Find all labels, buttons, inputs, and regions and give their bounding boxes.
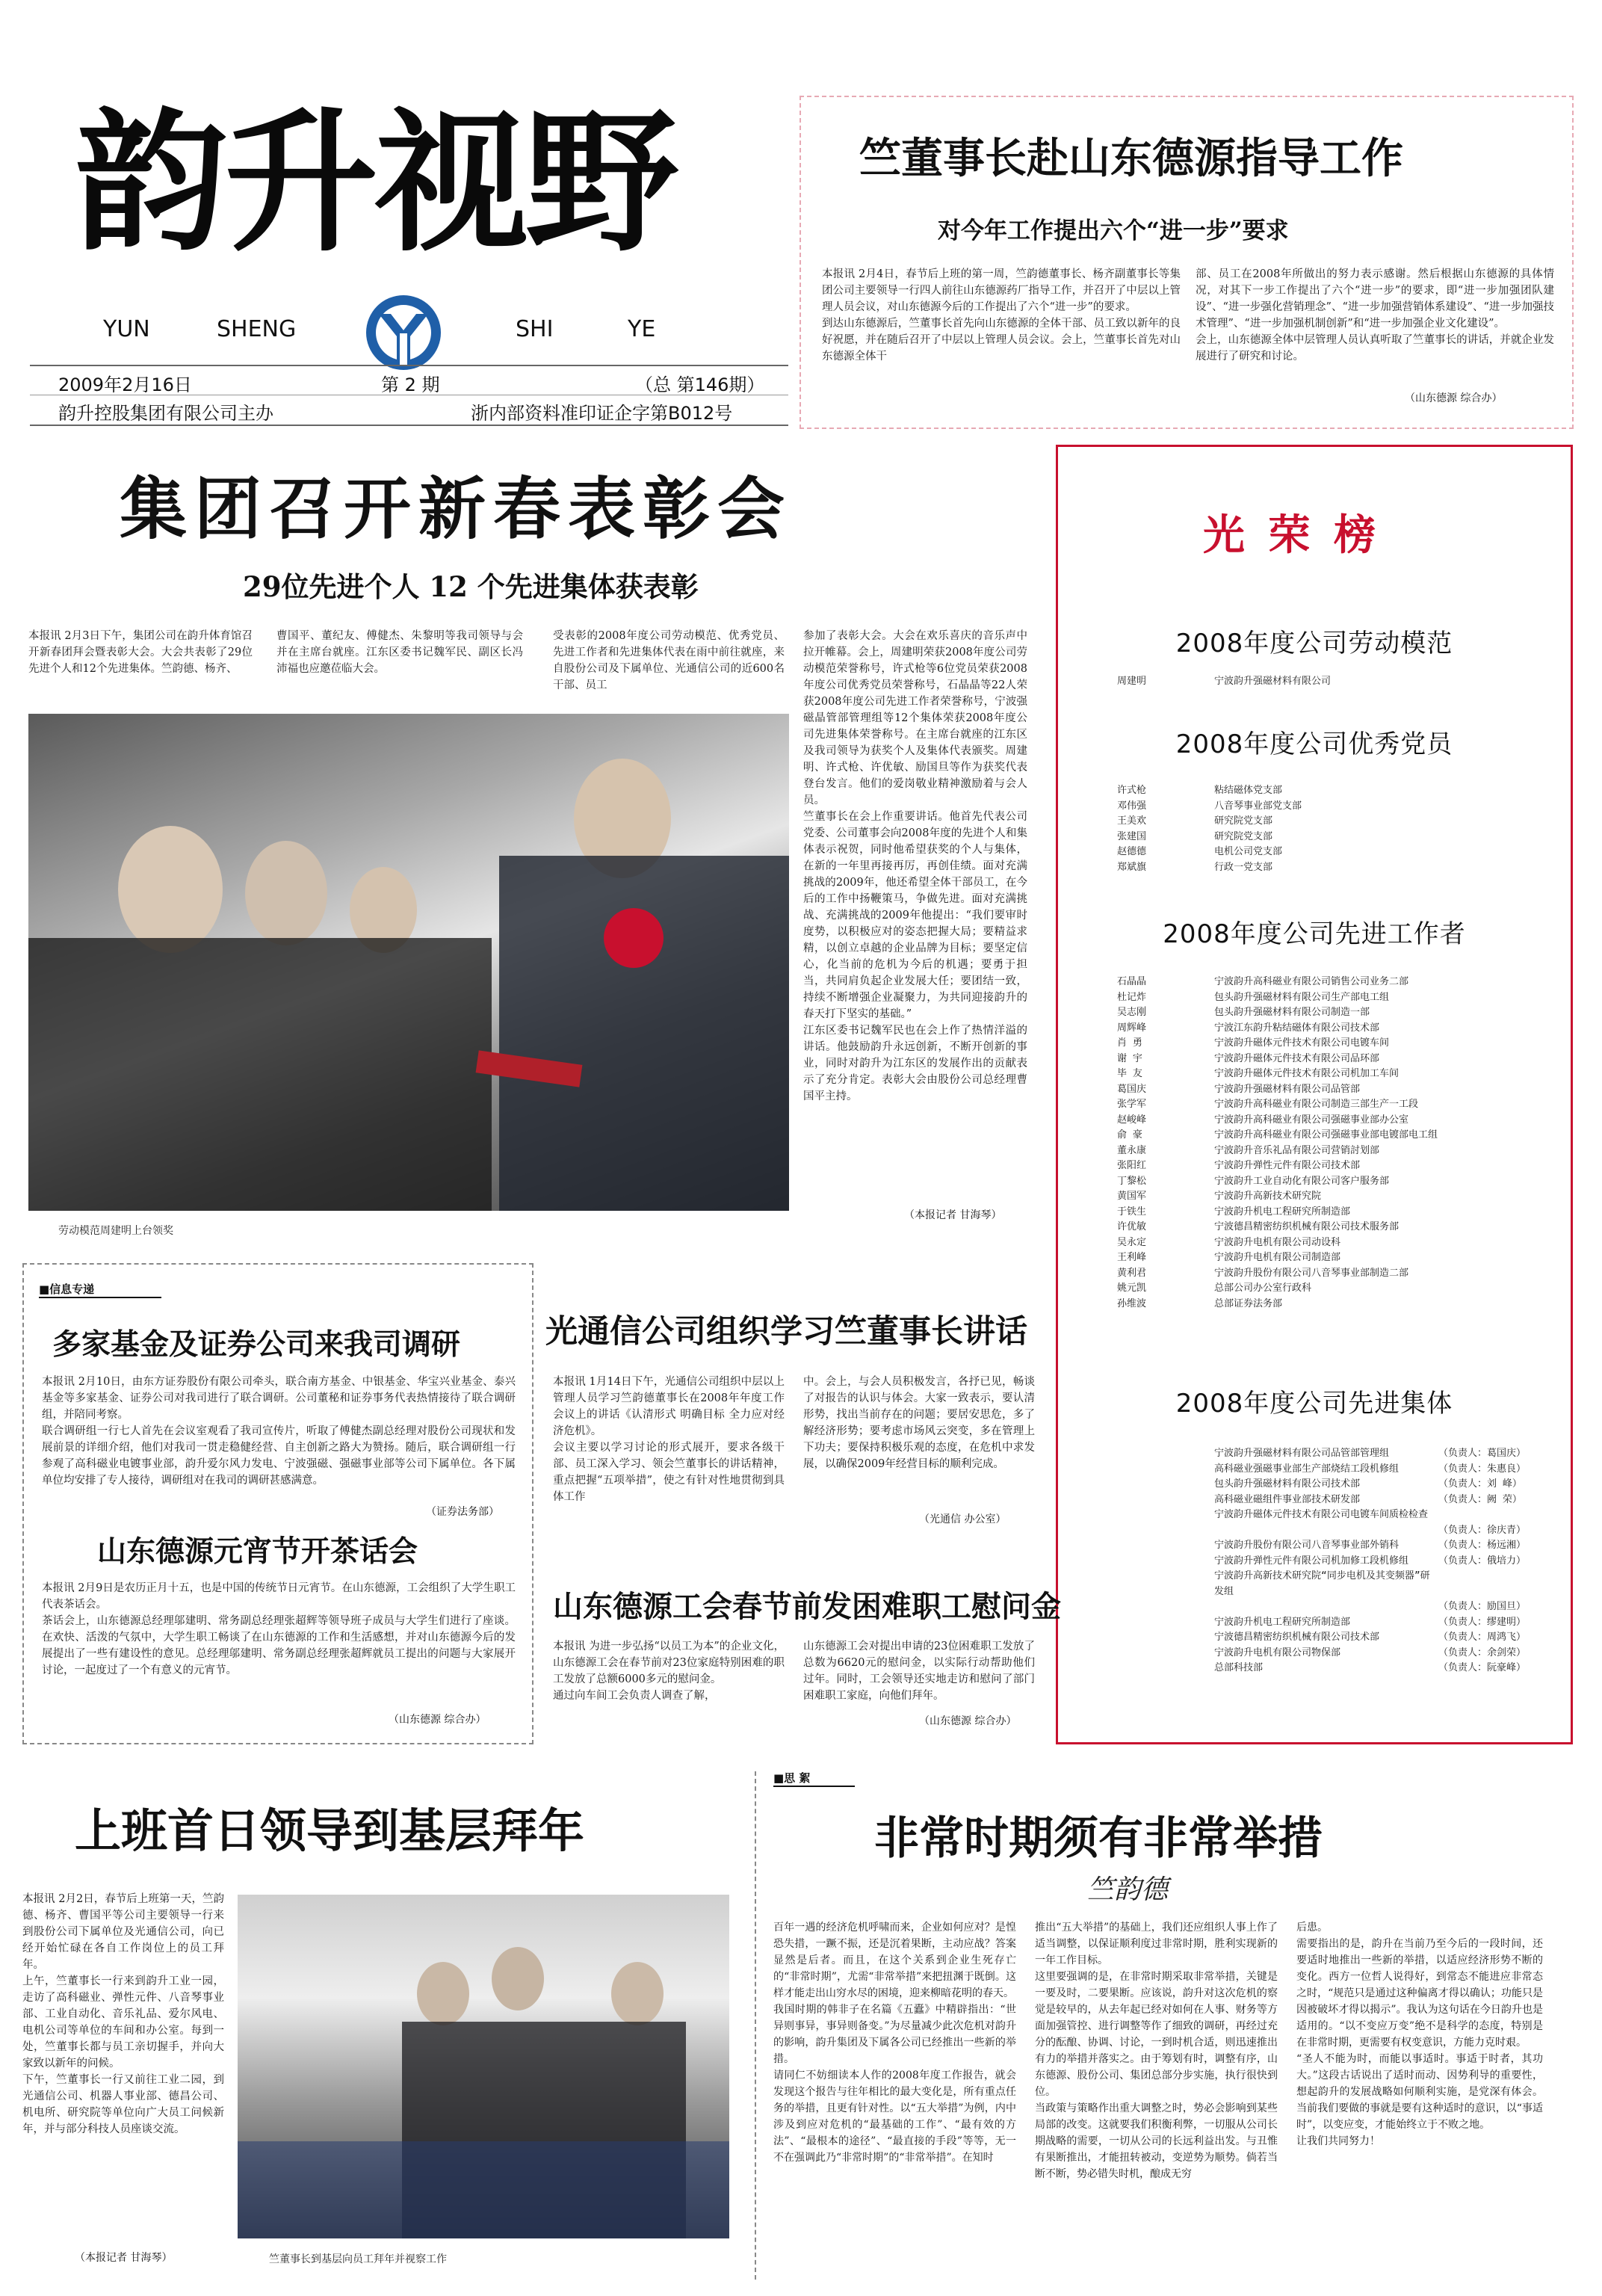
- masthead-info-bar: [30, 365, 788, 426]
- honor-unit: 宁波韵升高科磁业有限公司销售公司业务二部: [1214, 976, 1409, 987]
- honor-unit: 包头韵升强磁材料有限公司技术部: [1214, 1478, 1361, 1490]
- honor-name: [1117, 1477, 1214, 1493]
- honor-name: [1117, 1523, 1214, 1539]
- honor-name: [1117, 1615, 1214, 1631]
- honor-unit: 宁波韵升磁体元件技术有限公司品环部: [1214, 1052, 1380, 1064]
- honor-name: [1117, 1462, 1214, 1478]
- honor-row: [1117, 1005, 1550, 1021]
- honor-unit: 宁波韵升磁体元件技术有限公司机加工车间: [1214, 1068, 1400, 1079]
- honor-resp: [1438, 845, 1550, 860]
- main-story-col4: 参加了表彰大会。大会在欢乐喜庆的音乐声中拉开帷幕。会上，周建明荣获2008年度公司劳动模范荣誉称号，许式枪等6位党员荣获2008年度公司优秀党员荣誉称号，石晶晶等22人荣获2008年度公司先进工作者荣誉称号，宁波强磁晶管部管理组等12个集体荣获2008年度公司先进集体荣誉称号。在主席台就座的江东区及我司领导为获奖个人及集体代表颁奖。周建明、许式枪、许优敏、励国旦等作为获奖代表登台发言。他们的爱岗敬业精神激励着与会人员。 竺董事长在会上作重要讲话。他首先代表公司党委、公司董事会向2008年度的先进个人和集体表示祝贺，同时他希望获奖的个人与集体，在新的一年里再接再厉，再创佳绩。面对充满挑战的2009年，他还希望全体干部员工，在今后的工作中扬鞭策马，争做先进。面对充满挑战、充满挑战的2009年他提出：“我们要审时度势，以积极应对的姿态把握大局；要精益求精，以创立卓越的企业品牌为目标；要坚定信心，化当前的危机为今后的机遇；要勇于担当，共同肩负起企业发展大任；要团结一致，持续不断增强企业凝聚力，为共同迎接韵升的春天打下坚实的基础。” 江东区委书记魏军民也在会上作了热情洋溢的讲话。他鼓励韵升永远创新，不断开创新的事业，同时对韵升为江东区的发展作出的贡献表示了充分肯定。表彰大会由股份公司总经理曹国平主持。: [803, 630, 1027, 1102]
- honor-cat-advanced-collective: 2008年度公司先进集体: [1175, 1389, 1453, 1419]
- honor-name: 杜记炸: [1117, 991, 1147, 1003]
- honor-name: 黄国军: [1117, 1191, 1147, 1202]
- honor-resp: [1438, 1205, 1550, 1220]
- honor-unit: 宁波韵升弹性元件有限公司机加修工段机修组: [1214, 1555, 1409, 1567]
- honor-name: 丁黎松: [1117, 1175, 1147, 1187]
- info-story1-body: 本报讯 2月10日，由东方证券股份有限公司牵头，联合南方基金、中银基金、华宝兴业基金、泰兴基金等多家基金、证券公司对我司进行了联合调研。公司董秘和证券事务代表热情接待了联合调研组，并陪同考察。 联合调研组一行七人首先在会议室观看了我司宣传片，听取了傅健杰副总经理对股份公司现状和发展前景的详细介绍，他们对我司一贯走稳健经营、自主创新之路大为赞扬。随后，联合调研组一行参观了高科磁业电镀事业部，韵升爱尔风力发电、宁波强磁、强磁事业部等公司下属单位。各下属单位均安排了专人接待，调研组对在我司的调研甚感满意。: [42, 1376, 516, 1487]
- honor-name: 许式枪: [1117, 785, 1147, 796]
- honor-row: [1117, 1523, 1550, 1539]
- honor-row: [1117, 975, 1550, 990]
- honor-name: 张学军: [1117, 1099, 1147, 1110]
- honor-unit: 宁波韵升机电工程研究所制造部: [1214, 1616, 1351, 1628]
- honor-list-advanced-collective: [1117, 1446, 1550, 1676]
- top-story-byline: （山东德源 综合办）: [1405, 392, 1503, 404]
- honor-resp: [1438, 1128, 1550, 1144]
- honor-name: 葛国庆: [1117, 1083, 1147, 1095]
- honor-unit: 宁波韵升股份有限公司八音琴事业部外销科: [1214, 1540, 1400, 1551]
- honor-unit: 宁波韵升股份有限公司八音琴事业部制造二部: [1214, 1267, 1409, 1279]
- issue-number: 第 2 期: [381, 374, 440, 395]
- honor-resp: [1438, 1082, 1550, 1098]
- honor-resp: [1438, 1569, 1550, 1599]
- honor-unit: 宁波韵升高科磁业有限公司制造三部生产一工段: [1214, 1099, 1419, 1110]
- essay-col2: 推出“五大举措”的基础上，我们还应组织人事上作了适当调整，以保证顺利度过非常时期，胜利实现新的一年工作目标。 这里要强调的是，在非常时期采取非常举措，关键是一要及时，二要果断。应该说，韵升对这次危机的察觉是较早的，从去年起已经对如何在人事、财务等方面加强管控、进行调整等作了细致的调研，再经过充分的酝酿、协调、讨论，一到时机合适，则迅速推出有力的举措并落实之。由于筹划有时，调整有序，山东德源、股份公司、集团总部分步实施，执行很快到位。 当政策与策略作出重大调整之时，势必会影响到某些局部的改变。这就要我们积衡利弊，一切服从公司长期战略的需要，一切从公司的长远利益出发。与丑惟有果断推出，才能扭转被动，变逆势为顺势。倘若当断不断，势必错失时机，酿成无穷: [1035, 1922, 1278, 2180]
- essay-title: 非常时期须有非常举措: [874, 1812, 1323, 1865]
- honor-unit: 电机公司党支部: [1214, 846, 1283, 857]
- honor-row: [1117, 1113, 1550, 1129]
- honor-resp: [1438, 830, 1550, 845]
- optical-story-title: 光通信公司组织学习竺董事长讲话: [545, 1313, 1027, 1351]
- honor-name: 于铁生: [1117, 1206, 1147, 1218]
- honor-row: [1117, 1630, 1550, 1646]
- honor-resp: [1438, 1097, 1550, 1113]
- honor-row: [1117, 1220, 1550, 1235]
- honor-resp: [1438, 1250, 1550, 1266]
- honor-row: [1117, 1097, 1550, 1113]
- honor-name: 张建国: [1117, 830, 1147, 842]
- honor-name: 石晶晶: [1117, 976, 1147, 987]
- honor-row: [1117, 990, 1550, 1006]
- honor-name: [1117, 1569, 1214, 1599]
- honor-row: [1117, 1158, 1550, 1174]
- top-story-subtitle: 对今年工作提出六个“进一步”要求: [938, 217, 1289, 244]
- honor-row: [1117, 1297, 1550, 1312]
- info-story1-byline: （证券法务部）: [426, 1506, 499, 1518]
- honor-resp: [1438, 1158, 1550, 1174]
- honor-row: [1117, 1281, 1550, 1297]
- honor-resp: [1438, 975, 1550, 990]
- honor-unit: 行政一党支部: [1214, 861, 1273, 873]
- honor-row: [1117, 1128, 1550, 1144]
- main-story-col3: 受表彰的2008年度公司劳动模范、优秀党员、先进工作者和先进集体代表在雨中前往就座，来自股份公司及下属单位、光通信公司的近600名干部、员工: [553, 630, 785, 691]
- honor-resp: （负责人：缪建明）: [1438, 1616, 1527, 1628]
- honor-row: [1117, 1067, 1550, 1082]
- honor-resp: （负责人：阙 荣）: [1438, 1493, 1522, 1505]
- honor-resp: [1438, 1144, 1550, 1159]
- honor-name: 赵峻峰: [1117, 1114, 1147, 1126]
- honor-unit: [1214, 1599, 1438, 1615]
- honor-name: 王美欢: [1117, 815, 1147, 827]
- main-story-col2: 曹国平、董纪友、傅健杰、朱黎明等我司领导与会并在主席台就座。江东区委书记魏军民、副区长冯沛福也应邀莅临大会。: [276, 630, 523, 675]
- honor-unit: [1214, 1523, 1438, 1539]
- honor-name: [1117, 1538, 1214, 1554]
- honor-name: 俞 豪: [1117, 1129, 1142, 1141]
- honor-list-labor-model: [1117, 674, 1550, 690]
- union-story-col2: 山东德源工会对提出申请的23位困难职工发放了总数为6620元的慰问金，以实际行动帮助他们过年。同时，工会领导还实地走访和慰问了部门困难职工家庭，向他们拜年。: [803, 1641, 1035, 1702]
- honor-resp: （负责人：刘 峰）: [1438, 1478, 1522, 1490]
- masthead-pinyin-sheng: SHENG: [217, 316, 297, 342]
- honor-resp: [1438, 1021, 1550, 1037]
- honor-name: 郑斌旗: [1117, 861, 1147, 873]
- honor-unit: 研究院党支部: [1214, 815, 1273, 827]
- award-ceremony-photo: [28, 714, 789, 1211]
- union-story-title: 山东德源工会春节前发困难职工慰问金: [553, 1590, 1061, 1624]
- honor-unit: 宁波韵升电机有限公司动设科: [1214, 1236, 1341, 1248]
- essay-author-signature: 竺韵德: [1087, 1874, 1169, 1905]
- honor-unit: 总部证券法务部: [1214, 1297, 1283, 1309]
- honor-row: [1117, 799, 1550, 815]
- honor-resp: [1438, 1297, 1550, 1312]
- honor-unit: 高科磁业磁组件事业部技术研发部: [1214, 1493, 1361, 1505]
- honor-list-party-member: [1117, 783, 1550, 875]
- honor-unit: 粘结磁体党支部: [1214, 785, 1283, 796]
- honor-row: [1117, 1599, 1550, 1615]
- honor-resp: [1438, 1005, 1550, 1021]
- honor-unit: 总部公司办公室行政科: [1214, 1283, 1312, 1294]
- honor-resp: [1438, 1113, 1550, 1129]
- honor-name: 姚元凯: [1117, 1283, 1147, 1294]
- honor-name: [1117, 1507, 1214, 1523]
- essay-col3: 后患。 需要指出的是，韵升在当前乃至今后的一段时间，还要适时地推出一些新的举措，以适应经济形势不断的变化。西方一位哲人说得好，到常态不能进应非常态之时，“规范只是通过这种偏离才得以确认；功能只是因被破坏才得以揭示”。我认为这句话在今日韵升也是适用的。“以不变应万变”绝不是科学的态度，特别是在非常时期，更需要有权变意识，方能力克时艰。 “圣人不能为时，而能以事适时。事适于时者，其功大。”这段古话说出了适时而动、因势利导的重要性，想起韵升的发展战略如何顺利实施，是党深有体会。当前我们要做的事就是要有这种适时的意识，以“事适时”，以变应变，才能始终立于不败之地。 让我们共同努力！: [1296, 1922, 1543, 2147]
- honor-name: [1117, 1446, 1214, 1462]
- honor-row: [1117, 814, 1550, 830]
- honor-resp: （负责人：徐庆青）: [1438, 1524, 1527, 1536]
- honor-unit: 宁波德昌精密纺织机械有限公司技术服务部: [1214, 1221, 1400, 1232]
- honor-cat-labor-model: 2008年度公司劳动模范: [1175, 629, 1453, 658]
- honor-row: [1117, 1615, 1550, 1631]
- visit-story-body: 本报讯 2月2日，春节后上班第一天，竺韵德、杨齐、曹国平等公司主要领导一行来到股份公司下属单位及光通信公司，向已经开始忙碌在各自工作岗位上的员工拜年。 上午，竺董事长一行来到韵升工业一园，走访了高科磁业、弹性元件、八音琴事业部、工业自动化、音乐礼品、爱尔风电、电机公司等单位的车间和办公室。每到一处，竺董事长都与员工亲切握手，并向大家致以新年的问候。 下午，竺董事长一行又前往工业二园，到光通信公司、机器人事业部、德昌公司、机电所、研究院等单位向广大员工问候新年，并与部分科技人员座谈交流。: [22, 1893, 224, 2135]
- honor-unit: 宁波德昌精密纺织机械有限公司技术部: [1214, 1632, 1380, 1643]
- honor-row: [1117, 1507, 1550, 1523]
- honor-resp: [1438, 1052, 1550, 1067]
- honor-row: [1117, 1538, 1550, 1554]
- honor-row: [1117, 674, 1550, 690]
- top-story-col2: 部、员工在2008年所做出的努力表示感谢。然后根据山东德源的具体情况，对其下一步工作提出了六个“进一步”的要求，即“进一步加强团队建设”、“进一步强化营销理念”、“进一步加强营销体系建设”、“进一步加强技术管理”、“进一步加强机制创新”和“进一步加强企业文化建设”。 会上，山东德源全体中层管理人员认真听取了竺董事长的讲话，并就企业发展进行了研究和讨论。: [1196, 268, 1554, 362]
- company-logo: [362, 291, 445, 374]
- honor-name: 张阳红: [1117, 1160, 1147, 1171]
- visit-story-byline: （本报记者 甘海琴）: [75, 2252, 173, 2264]
- main-story-subtitle: 29位先进个人 12 个先进集体获表彰: [243, 570, 699, 603]
- honor-row: [1117, 845, 1550, 860]
- honor-name: 许优敏: [1117, 1221, 1147, 1232]
- honor-name: 邓伟强: [1117, 800, 1147, 812]
- honor-row: [1117, 1082, 1550, 1098]
- honor-roll-title: 光 荣 榜: [1203, 511, 1380, 560]
- honor-resp: [1438, 1220, 1550, 1235]
- honor-name: 吴永定: [1117, 1236, 1147, 1248]
- honor-unit: 宁波韵升音乐礼品有限公司营销討划部: [1214, 1144, 1380, 1156]
- honor-row: [1117, 1493, 1550, 1508]
- honor-cat-advanced-worker: 2008年度公司先进工作者: [1163, 919, 1466, 949]
- honor-unit: 八音琴事业部党支部: [1214, 800, 1302, 812]
- honor-row: [1117, 1554, 1550, 1570]
- honor-unit: 宁波韵升磁体元件技术有限公司电镀车间质检检查: [1214, 1509, 1429, 1520]
- top-story-col1: 本报讯 2月4日，春节后上班的第一周，竺韵德董事长、杨齐副董事长等集团公司主要领导一行四人前往山东德源药厂指导工作，并召开了中层以上管理人员会议，对山东德源今后的工作提出了六个“进一步”的要求。 到达山东德源后，竺董事长首先向山东德源的全体干部、员工致以新年的良好祝愿，并在随后召开了中层以上管理人员会议。会上，竺董事长首先对山东德源全体干: [822, 268, 1181, 362]
- essay-ribbon: ■思 絮: [773, 1770, 855, 1787]
- honor-resp: [1438, 674, 1550, 690]
- honor-row: [1117, 1174, 1550, 1190]
- section-divider-vertical: [755, 1771, 756, 2280]
- honor-name: [1117, 1493, 1214, 1508]
- honor-name: [1117, 1554, 1214, 1570]
- honor-row: [1117, 1462, 1550, 1478]
- honor-name: 毕 友: [1117, 1068, 1142, 1079]
- visit-photo-caption: 竺董事长到基层向员工拜年并视察工作: [269, 2253, 447, 2265]
- honor-name: 肖 勇: [1117, 1037, 1142, 1049]
- honor-resp: （负责人：余剑荣）: [1438, 1647, 1527, 1658]
- publisher: 韵升控股集团有限公司主办: [58, 403, 273, 424]
- honor-row: [1117, 860, 1550, 876]
- honor-name: 吴志刚: [1117, 1007, 1147, 1018]
- honor-row: [1117, 1446, 1550, 1462]
- honor-unit: 宁波韵升弹性元件有限公司技术部: [1214, 1160, 1361, 1171]
- honor-name: 董永康: [1117, 1144, 1147, 1156]
- honor-unit: 宁波韵升电机有限公司物保部: [1214, 1647, 1341, 1658]
- honor-row: [1117, 1661, 1550, 1676]
- honor-unit: 宁波韵升磁体元件技术有限公司电镀车间: [1214, 1037, 1390, 1049]
- honor-name: 孙维波: [1117, 1297, 1147, 1309]
- honor-resp: [1438, 1036, 1550, 1052]
- honor-row: [1117, 1205, 1550, 1220]
- honor-row: [1117, 1477, 1550, 1493]
- info-story1-title: 多家基金及证券公司来我司调研: [52, 1328, 461, 1362]
- award-photo-caption: 劳动模范周建明上台领奖: [58, 1225, 173, 1237]
- honor-resp: [1438, 1174, 1550, 1190]
- honor-resp: （负责人：葛国庆）: [1438, 1448, 1527, 1459]
- honor-name: [1117, 1599, 1214, 1615]
- honor-unit: 宁波韵升电机有限公司制造部: [1214, 1252, 1341, 1263]
- honor-resp: （负责人：阮豪峰）: [1438, 1662, 1527, 1673]
- optical-story-byline: （光通信 办公室）: [919, 1513, 1006, 1525]
- honor-name: [1117, 1661, 1214, 1676]
- honor-resp: （负责人：周鸿飞）: [1438, 1632, 1527, 1643]
- honor-unit: 宁波韵升机电工程研究所制造部: [1214, 1206, 1351, 1218]
- honor-unit: 包头韵升强磁材料有限公司制造一部: [1214, 1007, 1370, 1018]
- honor-unit: 宁波韵升强磁材料有限公司品管部: [1214, 1083, 1361, 1095]
- honor-name: 周辉峰: [1117, 1022, 1147, 1034]
- honor-resp: （负责人：杨远湘）: [1438, 1540, 1527, 1551]
- honor-row: [1117, 1189, 1550, 1205]
- honor-name: [1117, 1630, 1214, 1646]
- honor-row: [1117, 1036, 1550, 1052]
- honor-cat-party-member: 2008年度公司优秀党员: [1175, 729, 1453, 759]
- info-story2-title: 山东德源元宵节开茶话会: [97, 1535, 418, 1569]
- honor-resp: （负责人：俄培力）: [1438, 1555, 1527, 1567]
- honor-name: 周建明: [1117, 676, 1147, 687]
- permit-number: 浙内部资料准印证企字第B012号: [471, 403, 733, 424]
- honor-unit: 包头韵升强磁材料有限公司生产部电工组: [1214, 991, 1390, 1003]
- honor-unit: 研究院党支部: [1214, 830, 1273, 842]
- honor-resp: [1438, 1067, 1550, 1082]
- honor-row: [1117, 1235, 1550, 1251]
- honor-resp: [1438, 1281, 1550, 1297]
- info-story2-byline: （山东德源 综合办）: [389, 1714, 486, 1726]
- honor-row: [1117, 1266, 1550, 1282]
- honor-row: [1117, 783, 1550, 799]
- union-story-byline: （山东德源 综合办）: [919, 1715, 1017, 1727]
- honor-row: [1117, 830, 1550, 845]
- leaders-visit-photo: [238, 1895, 729, 2238]
- honor-name: 王利峰: [1117, 1252, 1147, 1263]
- honor-unit: 宁波韵升高新技术研究院“同步电机及其变频器”研发组: [1214, 1570, 1430, 1597]
- union-story-col1: 本报讯 为进一步弘扬“以员工为本”的企业文化，山东德源工会在春节前对23位家庭特别困难的职工发放了总额6000多元的慰问金。 通过向车间工会负责人调查了解，: [553, 1641, 785, 1702]
- honor-row: [1117, 1569, 1550, 1599]
- honor-resp: （负责人：励国旦）: [1438, 1601, 1527, 1612]
- visit-story-title: 上班首日领导到基层拜年: [75, 1803, 585, 1858]
- honor-row: [1117, 1646, 1550, 1661]
- top-story-title: 竺董事长赴山东德源指导工作: [859, 135, 1403, 183]
- optical-story-col1: 本报讯 1月14日下午，光通信公司组织中层以上管理人员学习竺韵德董事长在2008年年度工作会议上的讲话《认清形式 明确目标 全力应对经济危机》。 会议主要以学习讨论的形式展开，要求各级干部、员工深入学习、领会竺董事长的讲话精神，重点把握“五项举措”，使之有针对性地贯彻到具体工作: [553, 1376, 785, 1503]
- honor-name: [1117, 1646, 1214, 1661]
- honor-resp: [1438, 1266, 1550, 1282]
- main-story-col1: 本报讯 2月3日下午，集团公司在韵升体育馆召开新春团拜会暨表彰大会。大会共表彰了29位先进个人和12个先进集体。竺韵德、杨齐、: [28, 630, 253, 675]
- honor-resp: [1438, 1507, 1550, 1523]
- honor-row: [1117, 1144, 1550, 1159]
- honor-row: [1117, 1021, 1550, 1037]
- masthead-pinyin-ye: YE: [628, 316, 656, 342]
- honor-resp: [1438, 799, 1550, 815]
- honor-resp: （负责人：朱惠良）: [1438, 1463, 1527, 1475]
- honor-unit: 宁波韵升强磁材料有限公司品管部管理组: [1214, 1448, 1390, 1459]
- total-issue: （总 第146期）: [635, 374, 765, 395]
- honor-name: 赵德德: [1117, 846, 1147, 857]
- masthead-pinyin-yun: YUN: [103, 316, 150, 342]
- honor-row: [1117, 1250, 1550, 1266]
- optical-story-col2: 中。会上，与会人员积极发言，各抒已见，畅谈了对报告的认识与体会。大家一致表示，要认清形势，找出当前存在的问题；要居安思危，多了解经济形势；要考虑市场风云突变，多在管理上下功夫；要保持积极乐观的态度，在危机中求发展，以确保2009年经营目标的顺利完成。: [803, 1376, 1035, 1470]
- main-story-byline: （本报记者 甘海琴）: [904, 1209, 1002, 1221]
- masthead-title: 韵升视野: [75, 93, 675, 273]
- honor-unit: 宁波韵升强磁材料有限公司: [1214, 676, 1332, 687]
- honor-unit: 高科磁业强磁事业部生产部烧结工段机修组: [1214, 1463, 1400, 1475]
- honor-unit: 宁波韵升高科磁业有限公司强磁事业部电镀部电工组: [1214, 1129, 1438, 1141]
- honor-unit: 宁波韵升高科磁业有限公司强磁事业部办公室: [1214, 1114, 1409, 1126]
- honor-resp: [1438, 860, 1550, 876]
- issue-date: 2009年2月16日: [58, 374, 192, 395]
- main-story-title: 集团召开新春表彰会: [120, 470, 792, 549]
- honor-resp: [1438, 1235, 1550, 1251]
- honor-unit: 宁波韵升高新技术研究院: [1214, 1191, 1322, 1202]
- honor-unit: 总部科技部: [1214, 1662, 1264, 1673]
- essay-col1: 百年一遇的经济危机呼啸而来，企业如何应对？是惶恐失措，一蹶不振，还是沉着果断，主动应战？答案显然是后者。而且，在这个关系到企业生死存亡的“非常时期”，尤需“非常举措”来把扭渊于既倒。这样才能走出山穷水尽的困境，迎来柳暗花明的春天。 我国时期的韩非子在名篇《五蠹》中精辟指出：“世异则事异，事异则备变。”为尽量减少此次危机对韵升的影响，韵升集团及下属各公司已经推出一些新的举措。 请同仁不妨细读本人作的2008年度工作报告，就会发现这个报告与往年相比的最大变化是，所有重点任务的举措，且更有针对性。以“五大举措”为例，内中涉及到应对危机的“最基础的工作”、“最有效的方法”、“最根本的途径”、“最直接的手段”等等，无一不在强调此乃“非常时期”的“非常举措”。在知时: [773, 1922, 1016, 2164]
- honor-resp: [1438, 990, 1550, 1006]
- honor-name: 谢 宇: [1117, 1052, 1142, 1064]
- info-box-ribbon: ■信息专递: [39, 1281, 161, 1298]
- honor-resp: [1438, 814, 1550, 830]
- honor-name: 黄利君: [1117, 1267, 1147, 1279]
- honor-unit: 宁波江东韵升粘结磁体有限公司技术部: [1214, 1022, 1380, 1034]
- info-story2-body: 本报讯 2月9日是农历正月十五，也是中国的传统节日元宵节。在山东德源，工会组织了大学生职工代表茶话会。 茶话会上，山东德源总经理邬建明、常务副总经理张超辉等领导班子成员与大学生们进行了座谈。在欢快、活泼的气氛中，大学生职工畅谈了在山东德源的工作和生活感想，并对山东德源今后的发展提出了一些有建设性的意见。总经理邬建明、常务副总经理张超辉就员工提出的问题与大家展开讨论，一起度过了一个有意义的元宵节。: [42, 1582, 516, 1676]
- honor-list-advanced-worker: [1117, 975, 1550, 1312]
- honor-resp: [1438, 1189, 1550, 1205]
- honor-row: [1117, 1052, 1550, 1067]
- masthead-pinyin-shi: SHI: [516, 316, 554, 342]
- honor-resp: [1438, 783, 1550, 799]
- honor-unit: 宁波韵升工业自动化有限公司客户服务部: [1214, 1175, 1390, 1187]
